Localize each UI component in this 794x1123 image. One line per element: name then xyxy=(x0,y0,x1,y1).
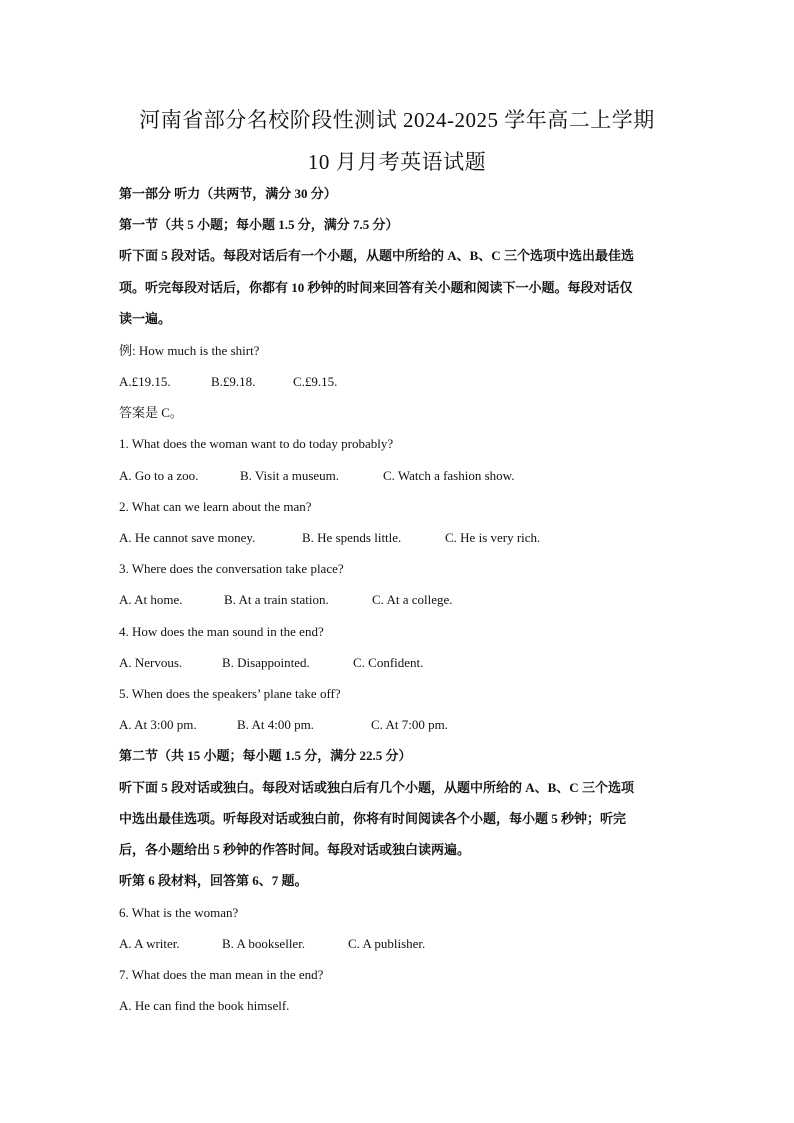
option-b: B. Visit a museum. xyxy=(240,468,340,483)
option-c: C. A publisher. xyxy=(348,936,426,951)
option-b: B. At 4:00 pm. xyxy=(237,717,314,732)
section2-heading: 第二节（共 15 小题；每小题 1.5 分，满分 22.5 分） xyxy=(119,748,412,763)
question-2-options xyxy=(119,529,540,547)
question-1: 1. What does the woman want to do today probably? xyxy=(119,436,394,451)
option-a: A. He cannot save money. xyxy=(119,530,256,545)
question-7: 7. What does the man mean in the end? xyxy=(119,967,324,982)
option-c: C.£9.15. xyxy=(293,374,338,389)
option-c: C. He is very rich. xyxy=(445,530,541,545)
option-b: B.£9.18. xyxy=(211,374,256,389)
material6-heading: 听第 6 段材料，回答第 6、7 题。 xyxy=(119,873,308,888)
example-question: 例: How much is the shirt? xyxy=(119,343,260,358)
question-3: 3. Where does the conversation take place? xyxy=(119,561,344,576)
section2-instruction-line: 中选出最佳选项。听每段对话或独白前，你将有时间阅读各个小题，每小题 5 秒钟；听完 xyxy=(119,811,627,826)
option-c: C. Watch a fashion show. xyxy=(383,468,515,483)
question-2: 2. What can we learn about the man? xyxy=(119,499,312,514)
option-a: A.£19.15. xyxy=(119,374,171,389)
option-b: B. At a train station. xyxy=(224,592,329,607)
question-7-option-a: A. He can find the book himself. xyxy=(119,998,290,1013)
question-5: 5. When does the speakers’ plane take off? xyxy=(119,686,341,701)
option-b: B. Disappointed. xyxy=(222,655,310,670)
section1-instruction-line: 项。听完每段对话后，你都有 10 秒钟的时间来回答有关小题和阅读下一小题。每段对话仅 xyxy=(119,280,633,295)
section1-heading: 第一节（共 5 小题；每小题 1.5 分，满分 7.5 分） xyxy=(119,217,399,232)
question-1-options xyxy=(119,467,514,485)
section2-instruction-line: 听下面 5 段对话或独白。每段对话或独白后有几个小题，从题中所给的 A、B、C 三个选项 xyxy=(119,780,634,795)
example-answer: 答案是 C。 xyxy=(119,405,183,420)
option-b: B. A bookseller. xyxy=(222,936,306,951)
option-a: A. Nervous. xyxy=(119,655,183,670)
part1-heading: 第一部分 听力（共两节，满分 30 分） xyxy=(119,186,337,201)
option-a: A. At 3:00 pm. xyxy=(119,717,197,732)
question-3-options xyxy=(119,591,453,609)
option-a: A. At home. xyxy=(119,592,183,607)
option-c: C. At a college. xyxy=(372,592,453,607)
question-6: 6. What is the woman? xyxy=(119,905,239,920)
option-c: C. Confident. xyxy=(353,655,424,670)
example-options xyxy=(119,373,337,391)
question-5-options xyxy=(119,716,448,734)
question-4-options xyxy=(119,654,423,672)
question-4: 4. How does the man sound in the end? xyxy=(119,624,324,639)
section1-instruction-line: 听下面 5 段对话。每段对话后有一个小题，从题中所给的 A、B、C 三个选项中选出最佳选 xyxy=(119,248,634,263)
option-c: C. At 7:00 pm. xyxy=(371,717,448,732)
question-6-options xyxy=(119,935,425,953)
option-b: B. He spends little. xyxy=(302,530,402,545)
document-title-line1: 河南省部分名校阶段性测试 2024-2025 学年高二上学期 xyxy=(139,108,655,132)
document-title-line2: 10 月月考英语试题 xyxy=(307,150,487,174)
section2-instruction-line: 后，各小题给出 5 秒钟的作答时间。每段对话或独白读两遍。 xyxy=(119,842,471,857)
option-a: A. Go to a zoo. xyxy=(119,468,199,483)
section1-instruction-line: 读一遍。 xyxy=(119,311,172,326)
option-a: A. A writer. xyxy=(119,936,180,951)
